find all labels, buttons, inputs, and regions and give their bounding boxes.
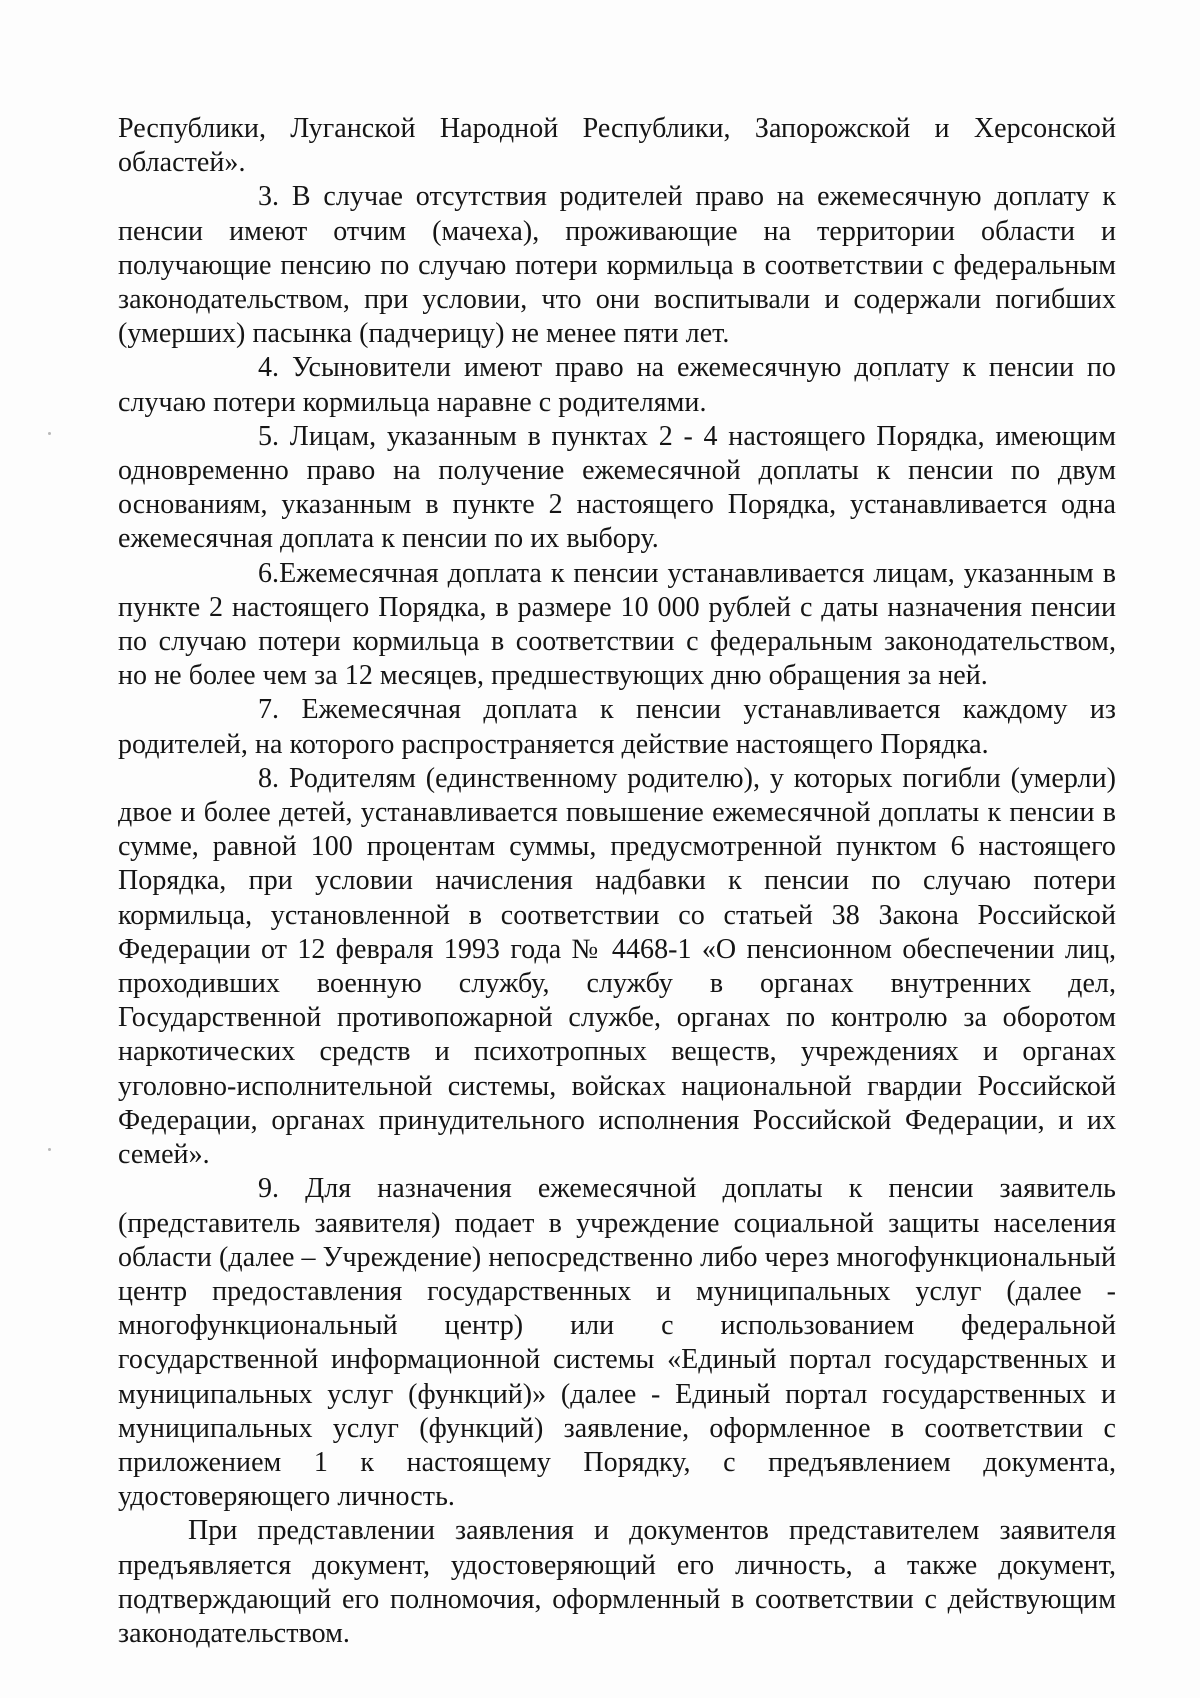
paragraph-text: Для назначения ежемесячной доплаты к пенсии заявитель (представитель заявителя) подает в учреждение социальной защиты населения области (далее – Учреждение) непосредственно либо через многофункциональный центр предоставления государственных и муниципальных услуг (далее - многофункциональный центр) или с использованием федеральной государственной информационной системы «Единый портал государственных и муниципальных услуг (функций)» (далее - Единый портал государственных и муниципальных услуг (функций) заявление, оформленное в соответствии с приложением 1 к настоящему Порядку, с предъявлением документа, удостоверяющего личность. bbox=[118, 1173, 1116, 1513]
paragraph-text: При представлении заявления и документов представителем заявителя предъявляется документ, удостоверяющий его личность, а также документ, подтверждающий его полномочия, оформленный в соответствии с действующим законодательством. bbox=[118, 1515, 1116, 1649]
paragraph-item-5 bbox=[118, 420, 1116, 557]
paragraph-text: Ежемесячная доплата к пенсии устанавливается лицам, указанным в пункте 2 настоящего Порядка, в размере 10 000 рублей с даты назначения пенсии по случаю потери кормильца в соответствии с федеральным законодательством, но не более чем за 12 месяцев, предшествующих дню обращения за ней. bbox=[118, 557, 1116, 692]
paragraph-item-9 bbox=[118, 1172, 1116, 1514]
paragraph-text: Республики, Луганской Народной Республики, Запорожской и Херсонской областей». bbox=[118, 113, 1116, 179]
paragraph-text: В случае отсутствия родителей право на ежемесячную доплату к пенсии имеют отчим (мачеха), проживающие на территории области и получающие пенсию по случаю потери кормильца в соответствии с федеральным законодательством, при условии, что они воспитывали и содержали погибших (умерших) пасынка (падчерицу) не менее пяти лет. bbox=[118, 181, 1116, 350]
paragraph-number: 5. bbox=[258, 420, 280, 452]
paragraph-number: 3. bbox=[258, 181, 280, 213]
paragraph-number: 8. bbox=[258, 762, 280, 794]
paragraph-representative bbox=[118, 1514, 1116, 1651]
paragraph-number: 7. bbox=[258, 694, 280, 726]
paragraph-text: Ежемесячная доплата к пенсии устанавливается каждому из родителей, на которого распространяется действие настоящего Порядка. bbox=[118, 694, 1117, 760]
scan-speck bbox=[48, 432, 51, 435]
scan-speck bbox=[48, 1148, 51, 1151]
document-body bbox=[118, 112, 1116, 1651]
paragraph-text: Родителям (единственному родителю), у которых погибли (умерли) двое и более детей, устанавливается повышение ежемесячной доплаты к пенсии в сумме, равной 100 процентам суммы, предусмотренной пунктом 6 настоящего Порядка, при условии начисления надбавки к пенсии по случаю потери кормильца, установленной в соответствии со статьей 38 Закона Российской Федерации от 12 февраля 1993 года № 4468-1 «О пенсионном обеспечении лиц, проходивших военную службу, службу в органах внутренних дел, Государственной противопожарной службе, органах по контролю за оборотом наркотических средств и психотропных веществ, учреждениях и органах уголовно-исполнительной системы, войсках национальной гвардии Российской Федерации, органах принудительного исполнения Российской Федерации, и их семей». bbox=[118, 762, 1116, 1171]
paragraph-item-8 bbox=[118, 762, 1116, 1172]
paragraph-item-3 bbox=[118, 180, 1116, 351]
paragraph-number: 9. bbox=[258, 1173, 280, 1205]
paragraph-item-7 bbox=[118, 693, 1116, 761]
paragraph-text: Лицам, указанным в пунктах 2 - 4 настоящего Порядка, имеющим одновременно право на получение ежемесячной доплаты к пенсии по двум основаниям, указанным в пункте 2 настоящего Порядка, устанавливается одна ежемесячная доплата к пенсии по их выбору. bbox=[118, 420, 1116, 555]
paragraph-continuation bbox=[118, 112, 1116, 180]
paragraph-number: 6. bbox=[258, 557, 280, 589]
paragraph-number: 4. bbox=[258, 352, 280, 384]
paragraph-item-4 bbox=[118, 351, 1116, 419]
paragraph-text: Усыновители имеют право на ежемесячную доплату к пенсии по случаю потери кормильца наравне с родителями. bbox=[118, 352, 1116, 418]
paragraph-item-6 bbox=[118, 557, 1116, 694]
